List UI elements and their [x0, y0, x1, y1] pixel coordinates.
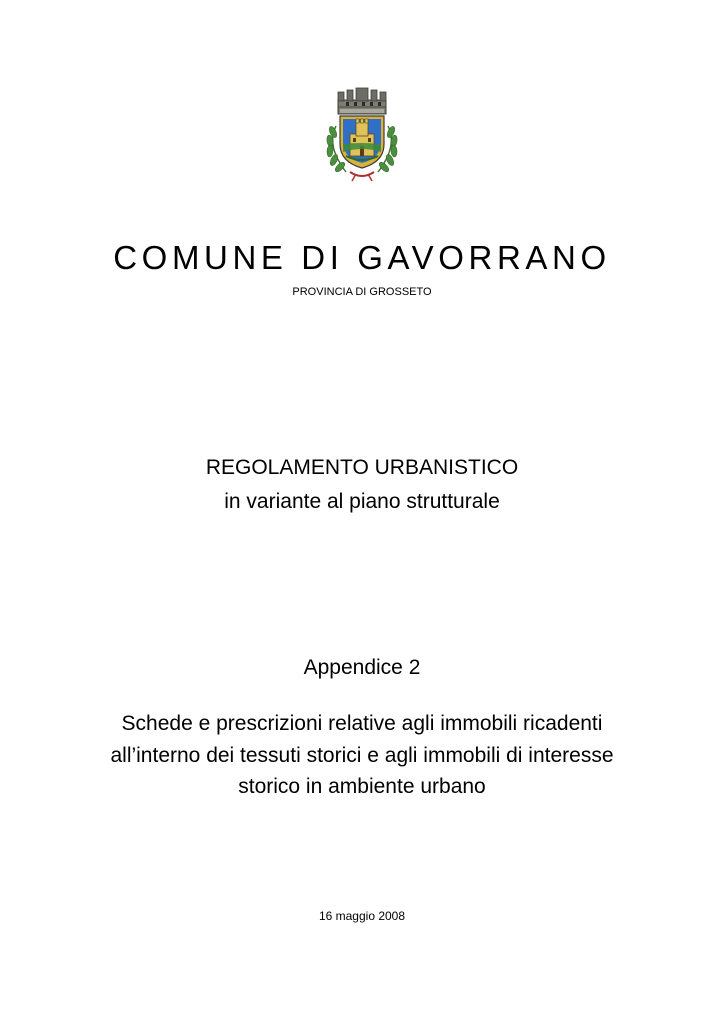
municipality-title: COMUNE DI GAVORRANO — [113, 239, 611, 276]
ribbon-icon — [350, 172, 374, 181]
appendix-label: Appendice 2 — [303, 656, 421, 679]
province-subtitle: PROVINCIA DI GROSSETO — [292, 286, 432, 298]
coat-of-arms-icon — [316, 86, 408, 182]
crown-icon — [338, 88, 386, 114]
regulation-subtitle: in variante al piano strutturale — [224, 490, 500, 513]
shield-icon — [340, 116, 384, 168]
appendix-description-line: all’interno dei tessuti storici e agli immobili di interesse — [110, 743, 614, 767]
regulation-title: REGOLAMENTO URBANISTICO — [205, 456, 519, 479]
appendix-description — [0, 708, 724, 803]
appendix-description-line: storico in ambiente urbano — [238, 775, 486, 798]
document-date: 16 maggio 2008 — [318, 909, 406, 923]
appendix-description-line: Schede e prescrizioni relative agli immobili ricadenti — [121, 712, 603, 735]
